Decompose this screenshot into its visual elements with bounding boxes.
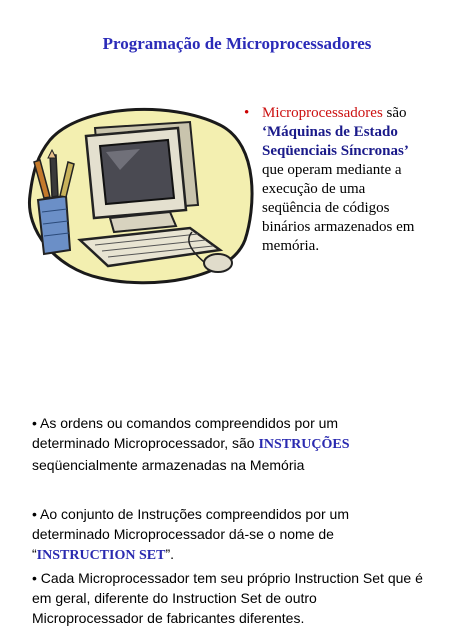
p2-line-2: determinado Microprocessador dá-se o nome de (32, 526, 334, 542)
emphasis-line-1: ‘Máquinas de Estado (262, 124, 398, 140)
paragraph-instrucoes (32, 413, 452, 475)
p1-emphasis: INSTRUÇÕES (258, 437, 350, 452)
page-title: Programação de Microprocessadores (102, 34, 372, 53)
term-microprocessadores: Microprocessadores (262, 105, 383, 121)
p1-line-3: seqüencialmente armazenadas na Memória (32, 457, 305, 473)
emphasis-line-2: Seqüenciais Síncronas’ (262, 143, 409, 159)
intro-bullet (244, 104, 456, 256)
p2-emphasis: INSTRUCTION SET (36, 548, 166, 563)
paragraph-instruction-set (32, 504, 452, 566)
p3-line-3: Microprocessador de fabricantes diferentes. (32, 610, 305, 626)
paragraph-manufacturers (32, 568, 452, 628)
p2-line-1: • Ao conjunto de Instruções compreendidos por um (32, 506, 349, 522)
p1-line-2: determinado Microprocessador, são (32, 435, 259, 451)
body-line-3: seqüência de códigos (262, 200, 390, 216)
computer-clipart-icon (20, 100, 260, 290)
p3-line-2: em geral, diferente do Instruction Set de outro (32, 590, 317, 606)
p3-line-1: • Cada Microprocessador tem seu próprio Instruction Set que é (32, 570, 423, 586)
body-line-1: que operam mediante a (262, 162, 402, 178)
p2-quote-close: ”. (165, 546, 174, 562)
bullet-marker: • (244, 105, 250, 121)
body-line-2: execução de uma (262, 181, 366, 197)
body-line-4: binários armazenados em (262, 219, 415, 235)
p1-line-1: • As ordens ou comandos compreendidos por um (32, 415, 339, 431)
body-line-5: memória. (262, 238, 320, 254)
p2-quote-open: “ (32, 546, 37, 562)
verb-text: são (382, 105, 407, 121)
